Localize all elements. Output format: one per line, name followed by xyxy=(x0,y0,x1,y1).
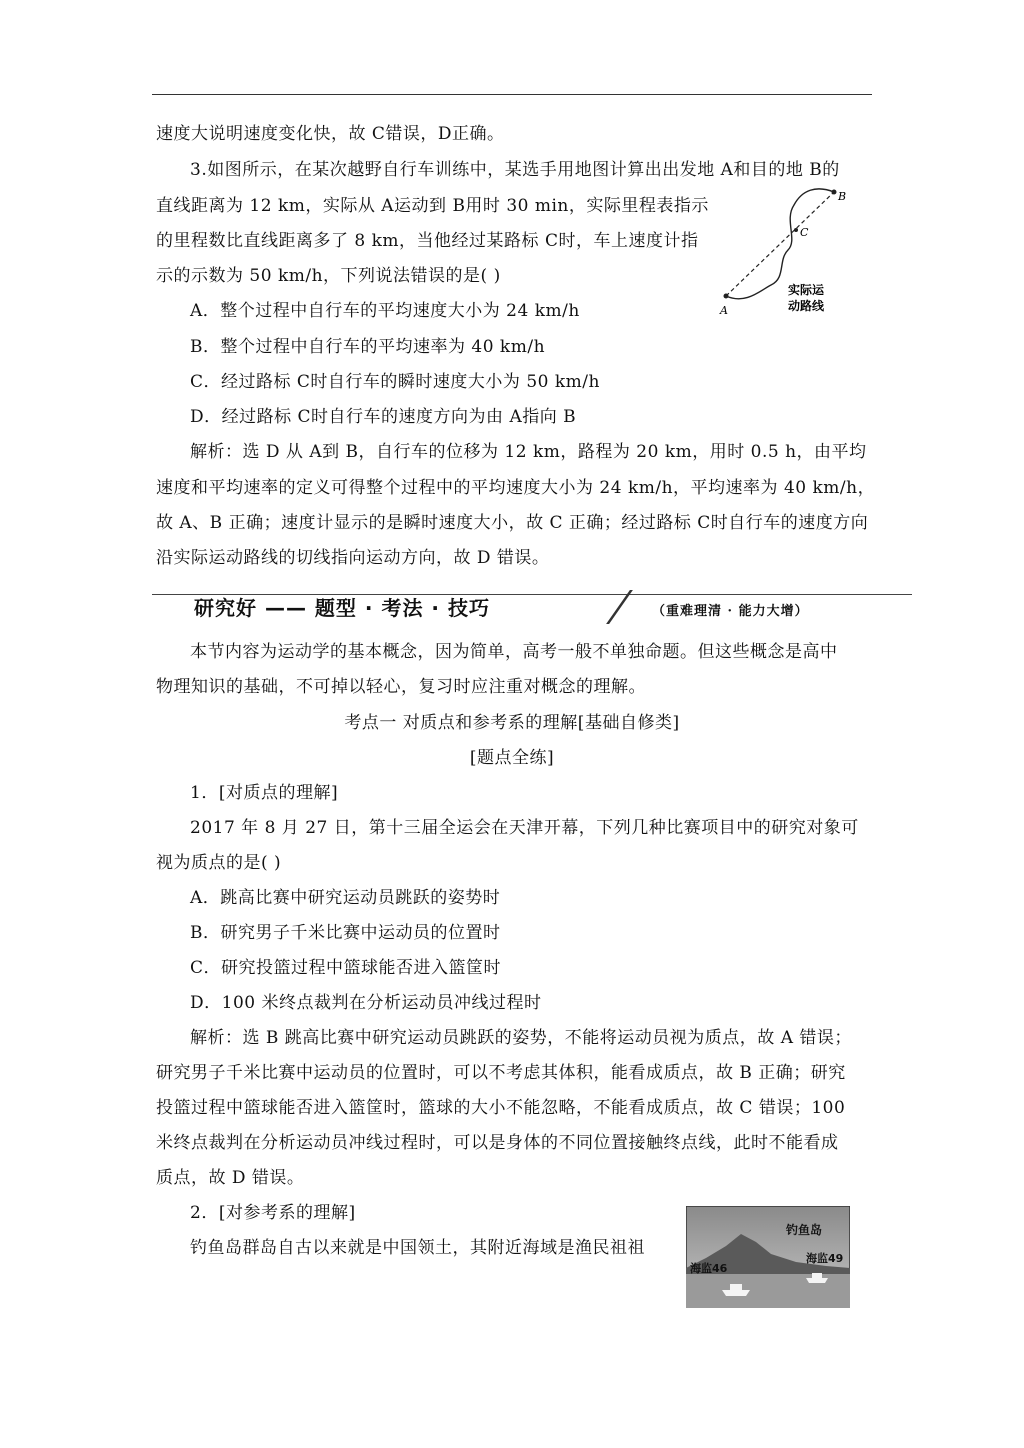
option-a: A．整个过程中自行车的平均速度大小为 24 km/h xyxy=(190,301,580,321)
question-3-stem: 3.如图所示，在某次越野自行车训练中，某选手用地图计算出出发地 A和目的地 B的 xyxy=(190,160,840,180)
option-d: D．经过路标 C时自行车的速度方向为由 A指向 B xyxy=(190,407,577,427)
option-b: B．研究男子千米比赛中运动员的位置时 xyxy=(190,923,501,943)
question-1-stem: 2017 年 8 月 27 日，第十三届全运会在天津开幕，下列几种比赛项目中的研究对象可 xyxy=(190,818,859,838)
photo-label-ship-46: 海监46 xyxy=(690,1262,728,1275)
answer-analysis: 沿实际运动路线的切线指向运动方向，故 D 错误。 xyxy=(156,548,550,568)
answer-analysis: 研究男子千米比赛中运动员的位置时，可以不考虑其体积，能看成质点，故 B 正确；研究 xyxy=(156,1063,846,1083)
answer-analysis: 投篮过程中篮球能否进入篮筐时，篮球的大小不能忽略，不能看成质点，故 C 错误；100 xyxy=(156,1098,846,1118)
label-b: B xyxy=(838,190,847,203)
answer-analysis: 速度和平均速率的定义可得整个过程中的平均速度大小为 24 km/h，平均速率为 40 km/h， xyxy=(156,478,876,498)
option-c: C．经过路标 C时自行车的瞬时速度大小为 50 km/h xyxy=(190,372,600,392)
answer-analysis: 解析：选 B 跳高比赛中研究运动员跳跃的姿势，不能将运动员视为质点，故 A 错误； xyxy=(190,1028,852,1048)
answer-analysis: 解析：选 D 从 A到 B，自行车的位移为 12 km，路程为 20 km，用时 0.5 h，由平均 xyxy=(190,442,867,462)
caption-line-1: 实际运 xyxy=(788,283,825,297)
banner-subtitle: （重难理清 · 能力大增） xyxy=(652,604,809,619)
straight-line-ab xyxy=(726,192,834,296)
key-point-subtitle: [题点全练] xyxy=(469,748,555,768)
question-3-stem: 的里程数比直线距离多了 8 km，当他经过某路标 C时，车上速度计指 xyxy=(156,231,699,251)
label-a: A xyxy=(720,304,728,317)
photo-label-ship-49: 海监49 xyxy=(806,1252,844,1265)
answer-analysis: 米终点裁判在分析运动员冲线过程时，可以是身体的不同位置接触终点线，此时不能看成 xyxy=(156,1133,839,1153)
intro-text: 本节内容为运动学的基本概念，因为简单，高考一般不单独命题。但这些概念是高中 xyxy=(190,642,838,662)
answer-analysis: 质点，故 D 错误。 xyxy=(156,1168,305,1188)
point-b xyxy=(832,190,837,195)
question-2-stem: 钓鱼岛群岛自古以来就是中国领土，其附近海域是渔民祖祖 xyxy=(190,1238,645,1258)
label-c: C xyxy=(800,226,809,239)
point-a xyxy=(724,294,729,299)
option-a: A．跳高比赛中研究运动员跳跃的姿势时 xyxy=(190,888,501,908)
diaoyu-island-photo xyxy=(686,1206,850,1308)
question-3-stem: 示的示数为 50 km/h，下列说法错误的是( ) xyxy=(156,266,501,286)
question-2-heading: 2．[对参考系的理解] xyxy=(190,1203,356,1223)
caption-line-2: 动路线 xyxy=(788,299,825,313)
option-c: C．研究投篮过程中篮球能否进入篮筐时 xyxy=(190,958,502,978)
option-b: B．整个过程中自行车的平均速率为 40 km/h xyxy=(190,337,546,357)
banner-slash xyxy=(606,590,633,624)
section-banner xyxy=(152,590,912,626)
point-c xyxy=(794,228,798,232)
motion-path-figure xyxy=(716,180,866,320)
banner-title: 研究好 —— 题型 · 考法 · 技巧 xyxy=(194,596,490,620)
question-3-stem: 直线距离为 12 km，实际从 A运动到 B用时 30 min，实际里程表指示 xyxy=(156,196,709,216)
option-d: D．100 米终点裁判在分析运动员冲线过程时 xyxy=(190,993,542,1013)
photo-label-island: 钓鱼岛 xyxy=(786,1223,823,1237)
key-point-title: 考点一 对质点和参考系的理解[基础自修类] xyxy=(344,713,680,733)
text-line: 速度大说明速度变化快，故 C错误，D正确。 xyxy=(156,124,505,144)
question-1-stem: 视为质点的是( ) xyxy=(156,853,282,873)
question-1-heading: 1．[对质点的理解] xyxy=(190,783,339,803)
header-rule xyxy=(152,94,872,95)
intro-text: 物理知识的基础，不可掉以轻心，复习时应注重对概念的理解。 xyxy=(156,677,646,697)
answer-analysis: 故 A、B 正确；速度计显示的是瞬时速度大小，故 C 正确；经过路标 C时自行车的速度方向 xyxy=(156,513,869,533)
